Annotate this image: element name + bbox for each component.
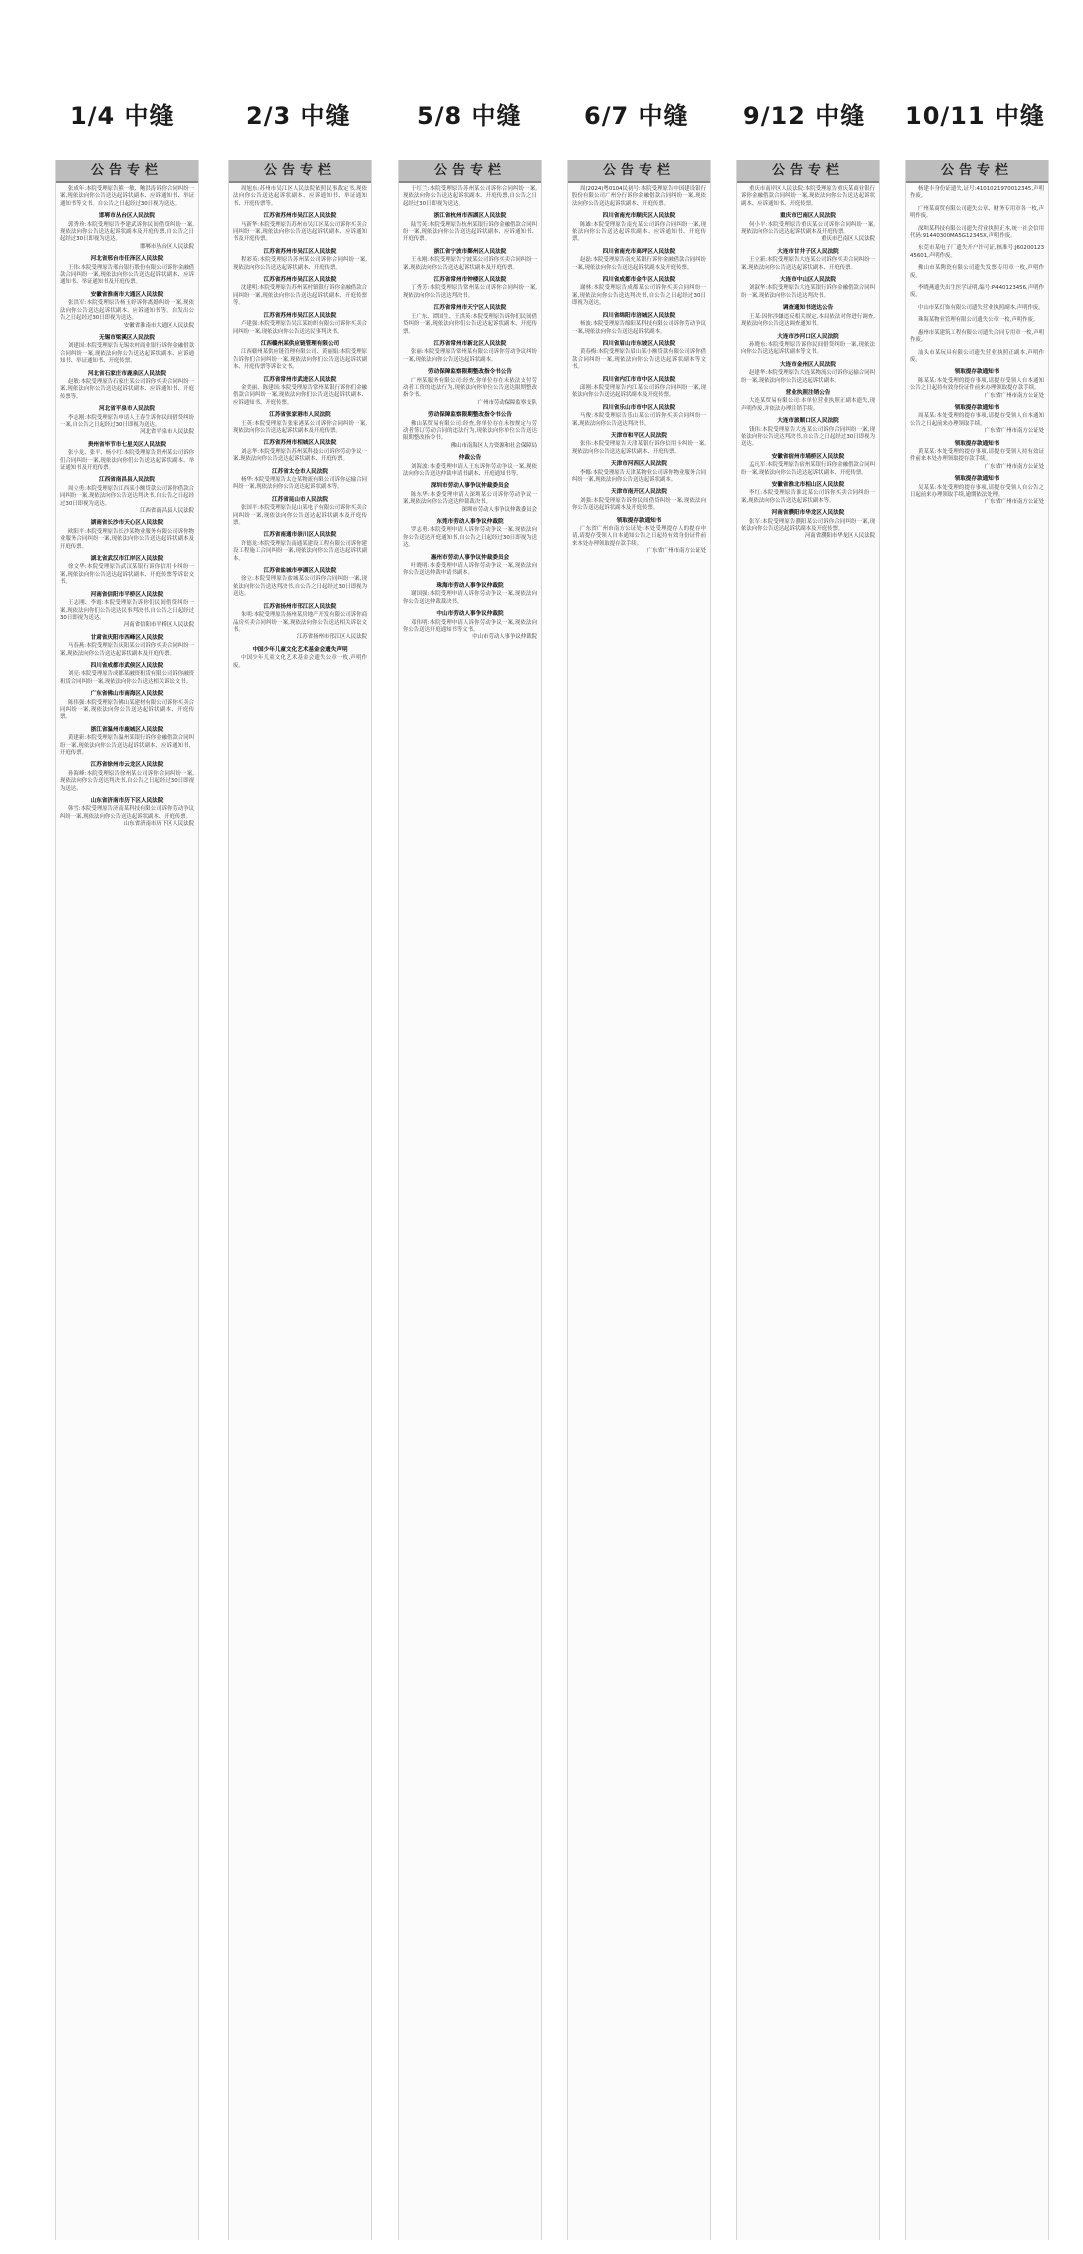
fold-label-6-7: 6/7 中缝 (584, 102, 689, 130)
notice-item (403, 483, 537, 514)
notice-title: 四川省内江市市中区人民法院 (602, 376, 676, 383)
column-header: 公告专栏 (906, 160, 1048, 183)
notice-title: 江苏省常州市钟楼区人民法院 (433, 277, 507, 284)
notice-column-6-7 (567, 160, 711, 2240)
notice-text: 杨建丰身份证遗失,证号:4101021970012345,声明作废。 (910, 186, 1044, 200)
notice-title: 江苏省太仓市人民法院 (272, 468, 328, 475)
notice-title: 大连市金州区人民法院 (780, 361, 836, 368)
notice-title: 江苏省张家港市人民法院 (269, 412, 331, 419)
notice-item (741, 277, 875, 300)
notice-title: 安徽省宿州市埇桥区人民法院 (771, 453, 845, 460)
notice-text: 广东省广州市南方公证处:本处受理提存人的提存申请,请提存受领人自本通知公告之日起持有效身份证件前来本处办理领取提存款手续。 (572, 526, 706, 547)
notice-item (910, 265, 1044, 280)
notice-text: 珠海某物业管理有限公司遗失公章一枚,声明作废。 (918, 317, 1039, 324)
notice-title: 四川省绵阳市涪城区人民法院 (602, 312, 676, 319)
column-header: 公告专栏 (399, 160, 541, 183)
notice-title: 湖南省长沙市天心区人民法院 (90, 520, 164, 527)
notice-item (403, 186, 537, 208)
notice-text: 王志刚、李霞:本院受理原告诉你们民间借贷纠纷一案,现依法向你们公告送达民事判决书,自公告之日起经过30日即视为送达。 (60, 600, 194, 621)
notice-title: 江西省南昌县人民法院 (99, 477, 155, 484)
notice-text: 佛山市某陶瓷有限公司遗失发票专用章一枚,声明作废。 (910, 265, 1044, 279)
notice-text: 周立勇:本院受理原告江西某小额贷款公司诉你借款合同纠纷一案,现依法向你公告送达判决书,自公告之日起经过30日即视为送达。 (60, 485, 194, 507)
notice-title: 劳动保障监察限期整改指令书公告 (428, 412, 512, 419)
column-body (568, 183, 710, 556)
notice-item (741, 482, 875, 505)
notice-text: 于红兰:本院受理原告苏州某公司诉你合同纠纷一案,现依法向你公告送达起诉状副本、开庭传票,自公告之日起经过30日即视为送达。 (403, 186, 537, 207)
notice-text: 李晓燕遗失出生医学证明,编号:P440123456,声明作废。 (910, 285, 1044, 299)
notice-item (572, 461, 706, 484)
notice-item (572, 433, 706, 456)
notice-item (403, 277, 537, 300)
notice-title: 天津市河西区人民法院 (611, 461, 667, 468)
notice-item (60, 663, 194, 686)
notice-item (403, 455, 537, 478)
notice-item (60, 371, 194, 402)
notice-item (910, 369, 1044, 400)
notice-item (60, 335, 194, 366)
notice-text: 孙晓东:本院受理原告诉你民间借贷纠纷一案,现依法向你公告送达起诉状副本等文书。 (741, 341, 875, 356)
notice-text: 王伟:本院受理原告邢台银行股份有限公司诉你金融借款合同纠纷一案,现依法向你公告送达起诉状副本、应诉通知书、举证通知书及开庭传票。 (60, 264, 194, 286)
notice-text: 谢林:本院受理原告成都某公司诉你买卖合同纠纷一案,现依法向你公告送达判决书,自公告之日起经过30日即视为送达。 (572, 285, 706, 307)
notice-item (233, 440, 367, 463)
notice-text: 刘海波:本委受理申请人王东诉你劳动争议一案,现依法向你公告送达仲裁申请书副本、开庭通知书等。 (403, 463, 537, 477)
notice-text: 陈东华:本委受理申请人深圳某公司诉你劳动争议一案,现依法向你公告送达仲裁裁决书。 (403, 491, 537, 506)
notice-title: 四川省南充市顺庆区人民法院 (602, 213, 676, 220)
notice-title: 中国少年儿童文化艺术基金会遗失声明 (252, 646, 348, 653)
notice-item (572, 213, 706, 244)
notice-title: 浙江省温州市鹿城区人民法院 (90, 726, 164, 733)
notice-item (233, 469, 367, 492)
notice-item (60, 762, 194, 793)
notice-title: 邯郸市丛台区人民法院 (99, 213, 155, 220)
notice-title: 江苏省常州市新北区人民法院 (433, 340, 507, 347)
notice-title: 贵州省毕节市七星关区人民法院 (87, 441, 167, 448)
notice-text: 陈雄:本院受理原告南充某公司诉你合同纠纷一案,现依法向你公告送达起诉状副本、应诉通知书、开庭传票。 (572, 221, 706, 243)
notice-text: 汕头市某玩具有限公司遗失营业执照正副本,声明作废。 (910, 349, 1044, 363)
notice-title: 河南省信阳市平桥区人民法院 (90, 591, 164, 598)
notice-text: 许德龙:本院受理原告南通某建设工程有限公司诉你建设工程施工合同纠纷一案,现依法向你公告送达起诉状副本。 (233, 540, 367, 562)
notice-title: 大连市中山区人民法院 (780, 277, 836, 284)
notice-title: 天津市南开区人民法院 (611, 489, 667, 496)
notice-text: 刘志华:本院受理原告苏州某科技公司诉你劳动争议一案,现依法向你公告送达起诉状副本、开庭传票。 (233, 448, 367, 463)
notice-title: 惠州市劳动人事争议仲裁委员会 (430, 554, 510, 561)
notice-text: 李志刚:本院受理原告申请人王春生诉你民间借贷纠纷一案,自公告之日起经过30日即视为送达。 (60, 414, 194, 428)
notice-title: 浙江省杭州市西湖区人民法院 (433, 213, 507, 220)
notice-title: 山东省济南市历下区人民法院 (90, 798, 164, 805)
notice-item (60, 442, 194, 473)
notice-item (60, 635, 194, 658)
notice-text: 刘建国:本院受理原告无锡农村商业银行诉你金融借款合同纠纷一案,现依法向你公告送达起诉状副本、应诉通知书、举证通知书、开庭传票。 (60, 343, 194, 365)
notice-item (60, 592, 194, 630)
notice-text: 周(2024)粤0104民初号:本院受理原告中国建设银行股份有限公司广州分行诉你金融借款合同纠纷一案,现依法向你公告送达起诉状副本、开庭传票。 (572, 186, 706, 207)
notice-text: 徐立:本院受理原告盐城某公司诉你合同纠纷一案,现依法向你公告送达判决书,自公告之日起经过30日即视为送达。 (233, 576, 367, 598)
notice-text: 谢国强:本院受理申请人诉你劳动争议一案,现依法向你公告送达仲裁裁决书。 (403, 591, 537, 605)
notice-signature: 广东省广州市南方公证处 (646, 548, 706, 555)
notice-item (403, 249, 537, 272)
notice-title: 江苏省苏州市吴江区人民法院 (263, 277, 337, 284)
notice-item (572, 489, 706, 512)
notice-signature: 江西省南昌县人民法院 (140, 508, 194, 515)
notice-item (233, 568, 367, 599)
notice-title: 营业执照注销公告 (785, 389, 831, 396)
notice-item (910, 317, 1044, 324)
notice-text: 王某:因你涉嫌违反相关规定,本局依法对你进行调查,现依法向你公告送达调查通知书。 (741, 313, 875, 328)
notice-title: 领取提存款通知书 (954, 404, 1000, 411)
notice-text: 陈某某:本处受理的提存事项,请提存受领人自本通知公告之日起持有效身份证件前来办理领取提存款手续。 (910, 377, 1044, 392)
notice-text: 张洪军:本院受理原告杨玉婷诉你离婚纠纷一案,现依法向你公告送达起诉状副本、应诉通知书等。自发出公告之日起经过30日即视为送达。 (60, 300, 194, 322)
notice-title: 安徽省淮北市相山区人民法院 (771, 482, 845, 488)
notice-text: 何小平:本院受理原告重庆某公司诉你合同纠纷一案,现依法向你公告送达起诉状副本及开庭传票。 (741, 221, 875, 236)
notice-title: 四川省眉山市东坡区人民法院 (602, 340, 676, 347)
notice-item (60, 727, 194, 758)
notice-title: 河北省平泉市人民法院 (99, 406, 155, 413)
notice-text: 刘亮:本院受理原告成都某融资租赁有限公司诉你融资租赁合同纠纷一案,现依法向你公告送达相关诉讼文书。 (60, 671, 194, 685)
notice-title: 劳动保障监察限期整改指令书公告 (428, 369, 512, 376)
notice-text: 张成年:本院受理原告熊一敏、鲍洪涛诉你合同纠纷一案,现依法向你公告送达起诉状副本、应诉通知书、举证通知书等文书。自公告之日起经过30日视为送达。 (60, 186, 194, 207)
notice-text: 韩雪:本院受理原告济南某科技有限公司诉你劳动争议纠纷一案,现依法向你公告送达起诉状副本、开庭传票。 (60, 806, 194, 820)
notice-title: 江苏省常州市武进区人民法院 (263, 376, 337, 383)
notice-title: 调查通知书送达公告 (782, 305, 834, 312)
notice-title: 四川省成都市武侯区人民法院 (90, 662, 164, 669)
notice-text: 欧阳平:本院受理原告长沙某物业服务有限公司诉你物业服务合同纠纷一案,现依法向你公告送达起诉状副本及开庭传票。 (60, 528, 194, 550)
notice-item (403, 341, 537, 364)
notice-item (233, 604, 367, 642)
notice-column-10-11 (905, 160, 1049, 2240)
notice-item (741, 305, 875, 328)
notice-title: 天津市和平区人民法院 (611, 432, 667, 439)
notice-item (60, 186, 194, 208)
notice-text: 刘淑华:本院受理原告大连某银行诉你金融借款合同纠纷一案,现依法向你公告送达判决书。 (741, 285, 875, 299)
notice-signature: 安徽省淮南市大通区人民法院 (123, 322, 194, 329)
notice-text: 周旭东:苏州市吴江区人民法院依照民事裁定书,现依法向你公告送达起诉状副本、应诉通知书、举证通知书、开庭传票等。 (233, 186, 367, 207)
notice-title: 江苏省扬州市邗江区人民法院 (263, 603, 337, 610)
notice-item (741, 249, 875, 272)
column-header: 公告专栏 (568, 160, 710, 183)
notice-text: 孙海峰:本院受理原告徐州某公司诉你合同纠纷一案,现依法向你公告送达判决书,自公告之日起经过30日即视为送达。 (60, 770, 194, 792)
notice-item (60, 292, 194, 330)
notice-item (572, 518, 706, 556)
notice-item (60, 556, 194, 587)
notice-signature: 广东省广州市南方公证处 (984, 428, 1044, 435)
notice-text: 金美丽、陈建国:本院受理原告常州某银行诉你们金融借款合同纠纷一案,现依法向你们公告送达起诉状副本、应诉通知书、开庭传票。 (233, 384, 367, 406)
notice-text: 赵建华:本院受理原告大连某物流公司诉你运输合同纠纷一案,现依法向你公告送达起诉状副本。 (741, 370, 875, 384)
notice-item (233, 277, 367, 308)
notice-title: 领取提存款通知书 (954, 369, 1000, 376)
notice-item (910, 305, 1044, 312)
notice-text: 杨波:本院受理原告绵阳某科技有限公司诉你劳动争议一案,现依法向你公告送达起诉状副本。 (572, 321, 706, 335)
notice-item (572, 277, 706, 308)
notice-column-5-8 (398, 160, 542, 2240)
notice-title: 四川省乐山市市中区人民法院 (602, 404, 676, 411)
notice-text: 程彩英:本院受理原告苏州某公司诉你合同纠纷一案,现依法向你公告送达起诉状副本、开庭传票。 (233, 257, 367, 271)
notice-title: 大连市甘井子区人民法院 (777, 248, 839, 255)
column-header: 公告专栏 (56, 160, 198, 183)
notice-item (233, 249, 367, 272)
notice-item (60, 477, 194, 515)
notice-text: 黄春梅:本院受理原告眉山某小额贷款有限公司诉你借款合同纠纷一案,现依法向你公告送达起诉状副本等文书。 (572, 349, 706, 371)
notice-signature: 广东省广州市南方公证处 (984, 392, 1044, 399)
notice-item (60, 798, 194, 829)
fold-label-9-12: 9/12 中缝 (743, 102, 866, 130)
notice-text: 刘强:本院受理原告诉你民间借贷纠纷一案,现依法向你公告送达起诉状副本及开庭传票。 (572, 497, 706, 512)
notice-text: 黄建新:本院受理原告温州某银行诉你金融借款合同纠纷一案,现依法向你公告送达起诉状副本、应诉通知书、开庭传票。 (60, 735, 194, 756)
notice-title: 领取提存款通知书 (954, 476, 1000, 483)
notice-item (233, 313, 367, 336)
notice-item (403, 555, 537, 578)
notice-title: 江苏省昆山市人民法院 (272, 496, 328, 503)
notice-text: 张国平:本院受理原告昆山某电子有限公司诉你买卖合同纠纷一案,现依法向你公告送达起诉状副本及开庭传票。 (233, 505, 367, 527)
notice-item (910, 206, 1044, 221)
notice-item (910, 476, 1044, 507)
notice-signature: 广州市劳动保障监察支队 (477, 399, 537, 406)
notice-item (910, 226, 1044, 241)
notice-text: 叶晓明:本委受理申请人诉你劳动争议一案,现依法向你公告送达仲裁申请书副本。 (403, 563, 537, 577)
notice-title: 珠海市劳动人事争议仲裁院 (436, 582, 504, 589)
notice-title: 河北省石家庄市鹿泉区人民法院 (87, 370, 167, 377)
notice-title: 中山市劳动人事争议仲裁院 (436, 611, 504, 618)
notice-item (60, 691, 194, 722)
notice-text: 大连某贸易有限公司:本单位营业执照正副本遗失,现声明作废,并依法办理注销手续。 (741, 398, 875, 412)
notice-text: 王英:本院受理原告张家港某公司诉你合同纠纷一案,现依法向你公告送达起诉状副本及开庭传票。 (233, 420, 367, 434)
notice-item (741, 362, 875, 385)
notice-text: 罗志勇:本院受理申请人诉你劳动争议一案,现依法向你公告送达开庭通知书,自公告之日起经过30日即视为送达。 (403, 527, 537, 549)
notice-item (910, 245, 1044, 260)
notice-title: 江苏省盐城市亭湖区人民法院 (263, 568, 337, 575)
fold-label-2-3: 2/3 中缝 (246, 102, 351, 130)
notice-title: 江苏省苏州市吴江区人民法院 (263, 213, 337, 220)
notice-signature: 中山市劳动人事争议仲裁院 (472, 634, 537, 641)
notice-text: 中国少年儿童文化艺术基金会遗失公章一枚,声明作废。 (233, 655, 367, 669)
fold-label-1-4: 1/4 中缝 (70, 102, 175, 130)
notice-title: 河北省邢台市任泽区人民法院 (90, 256, 164, 263)
notice-item (741, 418, 875, 449)
column-body (56, 183, 198, 829)
notice-title: 浙江省宁波市鄞州区人民法院 (433, 248, 507, 255)
notice-text: 张军:本院受理原告濮阳某公司诉你合同纠纷一案,现依法向你公告送达起诉状副本及开庭传票。 (741, 518, 875, 533)
notice-signature: 邯郸市丛台区人民法院 (140, 243, 194, 250)
notice-item (741, 213, 875, 244)
notice-item (233, 377, 367, 408)
notice-text: 王立新:本院受理原告大连某公司诉你买卖合同纠纷一案,现依法向你公告送达起诉状副本、开庭传票。 (741, 257, 875, 271)
notice-item (233, 213, 367, 244)
notice-text: 张丽:本院受理原告常州某有限公司诉你劳动争议纠纷一案,现依法向你公告送达起诉状副本。 (403, 349, 537, 363)
notice-item (60, 256, 194, 287)
notice-title: 仲裁公告 (458, 455, 482, 462)
notice-item (741, 510, 875, 541)
notice-text: 东莞市某电子厂遗失开户许可证,核准号:J6020012345601,声明作废。 (910, 245, 1044, 259)
notice-text: 吴某某:本处受理的提存事项,请提存受领人自公告之日起前来办理领取手续,逾期依法处理。 (910, 484, 1044, 498)
notice-item (741, 454, 875, 477)
notice-item (60, 520, 194, 551)
notice-title: 湖北省武汉市江岸区人民法院 (90, 556, 164, 563)
notice-text: 杨华:本院受理原告太仓某物流有限公司诉你运输合同纠纷一案,现依法向你公告送达起诉状副本等。 (233, 477, 367, 491)
notice-text: 徐文华:本院受理原告武汉某银行诉你信用卡纠纷一案,现依法向你公告送达起诉状副本、开庭传票等诉讼文书。 (60, 564, 194, 586)
notice-title: 四川省南充市高坪区人民法院 (602, 248, 676, 255)
notice-title: 领取提存款通知书 (616, 517, 662, 524)
notice-text: 张小龙、张平、杨小红:本院受理原告贵州某公司诉你们合同纠纷一案,现依法向你们公告送达起诉状副本、举证通知书及开庭传票。 (60, 450, 194, 471)
notice-item (741, 334, 875, 357)
notice-text: 赵敏:本院受理原告石家庄某公司诉你买卖合同纠纷一案,现依法向你公告送达起诉状副本、应诉通知书、开庭传票等。 (60, 378, 194, 400)
notice-title: 无锡市梁溪区人民法院 (99, 334, 155, 341)
column-body (737, 183, 879, 541)
notice-item (910, 186, 1044, 201)
notice-item (403, 611, 537, 642)
fold-label-10-11: 10/11 中缝 (905, 102, 1045, 130)
notice-signature: 山东省济南市历下区人民法院 (123, 821, 194, 828)
notice-title: 江苏省南通市崇川区人民法院 (263, 532, 337, 539)
notice-column-1-4 (55, 160, 199, 2240)
notice-item (403, 519, 537, 550)
notice-text: 广州某商贸有限公司遗失公章、财务专用章各一枚,声明作废。 (910, 205, 1044, 220)
notice-item (910, 285, 1044, 300)
notice-item (910, 330, 1044, 345)
notice-text: 李红:本院受理原告淮北某公司诉你买卖合同纠纷一案,现依法向你公告送达起诉状副本等。 (741, 490, 875, 504)
notice-item (403, 213, 537, 244)
notice-title: 大连市旅顺口区人民法院 (777, 418, 839, 425)
notice-text: 马新华:本院受理原告苏州市吴江区某公司诉你买卖合同纠纷一案,现依法向你公告送达起诉状副本、应诉通知书及开庭传票。 (233, 221, 367, 243)
notice-text: 卢建强:本院受理原告吴江某纺织有限公司诉你买卖合同纠纷一案,现依法向你公告送达民事判决书。 (233, 321, 367, 335)
notice-signature: 深圳市劳动人事争议仲裁委员会 (461, 506, 537, 513)
notice-title: 江苏省徐州市云龙区人民法院 (90, 762, 164, 769)
notice-text: 邓伟明:本院受理申请人诉你劳动争议一案,现依法向你公告送达开庭通知书等文书。 (403, 619, 537, 633)
notice-item (741, 390, 875, 413)
notice-text: 马俊:本院受理原告乐山某公司诉你买卖合同纠纷一案,现依法向你公告送达判决书。 (572, 413, 706, 427)
column-header: 公告专栏 (229, 160, 371, 183)
notice-text: 广州某服务有限公司:经查,你单位存在未依法支付劳动者工资的违法行为,现依法向你单位公告送达限期整改指令书。 (403, 377, 537, 399)
notice-item (403, 583, 537, 606)
notice-text: 张伟:本院受理原告天津某银行诉你信用卡纠纷一案,现依法向你公告送达起诉状副本、开庭传票。 (572, 441, 706, 455)
notice-column-9-12 (736, 160, 880, 2240)
notice-item (60, 406, 194, 437)
notice-item (233, 497, 367, 528)
notice-text: 惠州市某建筑工程有限公司遗失合同专用章一枚,声明作废。 (910, 329, 1044, 344)
notice-signature: 佛山市南海区人力资源和社会保障局 (450, 442, 537, 449)
notice-title: 江苏省常州市天宁区人民法院 (433, 305, 507, 312)
notice-text: 丁秀芳:本院受理原告常州某公司诉你合同纠纷一案,现依法向你公告送达判决书。 (403, 285, 537, 299)
notice-text: 周某某:本处受理的提存事项,请提存受领人自本通知公告之日起前来办理领取手续。 (910, 413, 1044, 427)
notice-item (233, 532, 367, 563)
column-header: 公告专栏 (737, 160, 879, 183)
notice-title: 四川省成都市金牛区人民法院 (602, 277, 676, 284)
notice-title: 河南省濮阳市华龙区人民法院 (771, 510, 845, 517)
notice-item (233, 186, 367, 208)
notice-item (233, 647, 367, 670)
notice-title: 大连市沙河口区人民法院 (777, 333, 839, 340)
notice-item (60, 213, 194, 251)
notice-item (403, 412, 537, 450)
notice-text: 邱刚:本院受理原告内江某公司诉你合同纠纷一案,现依法向你公告送达起诉状副本及开庭传票。 (572, 384, 706, 399)
notice-text: 沈建明:本院受理原告苏州某村镇银行诉你金融借款合同纠纷一案,现依法向你公告送达起诉状副本、开庭传票等。 (233, 285, 367, 307)
notice-signature: 河北省平泉市人民法院 (140, 429, 194, 436)
notice-text: 赵磊:本院受理原告南充某银行诉你金融借款合同纠纷一案,现依法向你公告送达起诉状副本及开庭传票。 (572, 257, 706, 271)
notice-title: 江苏省苏州市吴江区人民法院 (263, 248, 337, 255)
notice-text: 江西赣州某供应链管理有限公司、黄丽娟:本院受理原告诉你们合同纠纷一案,现依法向你们公告送达起诉状副本、开庭传票等诉讼文书。 (233, 349, 367, 371)
notice-text: 钱伟:本院受理原告大连某公司诉你合同纠纷一案,现依法向你公告送达判决书,自公告之日起经过30日即视为送达。 (741, 426, 875, 448)
notice-text: 朱明:本院受理原告扬州某房地产开发有限公司诉你商品房买卖合同纠纷一案,现依法向你公告送达相关诉讼文书。 (233, 612, 367, 633)
notice-text: 黄某某:本处受理的提存事项,请提存受领人持有效证件前来本处办理领取提存款手续。 (910, 448, 1044, 463)
notice-title: 重庆市巴南区人民法院 (780, 213, 836, 220)
notice-signature: 重庆市巴南区人民法院 (821, 236, 875, 243)
notice-title: 东莞市劳动人事争议仲裁院 (436, 519, 504, 526)
notice-title: 领取提存款通知书 (954, 440, 1000, 447)
notice-item (741, 186, 875, 208)
notice-title: 江西赣州某供应链管理有限公司 (260, 340, 340, 347)
notice-signature: 江苏省扬州市邗江区人民法院 (296, 634, 367, 641)
notice-title: 广东省佛山市南海区人民法院 (90, 691, 164, 698)
notice-text: 深圳某科技有限公司遗失营业执照正本,统一社会信用代码:91440300MA5G12345X,声明作废。 (910, 225, 1044, 240)
column-body (399, 183, 541, 642)
notice-title: 安徽省淮南市大通区人民法院 (90, 291, 164, 298)
notice-signature: 广东省广州市南方公证处 (984, 499, 1044, 506)
notice-item (233, 412, 367, 435)
notice-title: 深圳市劳动人事争议仲裁委员会 (430, 483, 510, 490)
notice-signature: 广东省广州市南方公证处 (984, 463, 1044, 470)
column-body (229, 183, 371, 670)
notice-title: 江苏省苏州市吴江区人民法院 (263, 312, 337, 319)
notice-text: 王广东、谭国生、王洪英:本院受理原告诉你们民间借贷纠纷一案,现依法向你们公告送达起诉状副本、开庭传票。 (403, 313, 537, 335)
notice-signature: 河南省濮阳市华龙区人民法院 (804, 533, 875, 540)
notice-item (572, 186, 706, 208)
notice-text: 郭秀珍:本院受理原告李建武诉你民间借贷纠纷一案,现依法向你公告送达起诉状副本及开庭传票,自公告之日起经过30日即视为送达。 (60, 221, 194, 243)
notice-text: 陈伟强:本院受理原告佛山某建材有限公司诉你买卖合同纠纷一案,现依法向你公告送达起诉状副本、开庭传票。 (60, 699, 194, 721)
fold-label-5-8: 5/8 中缝 (417, 102, 522, 130)
notice-text: 李娜:本院受理原告天津某物业公司诉你物业服务合同纠纷一案,现依法向你公告送达起诉状副本。 (572, 469, 706, 483)
notice-text: 王永刚:本院受理原告宁波某公司诉你买卖合同纠纷一案,现依法向你公告送达起诉状副本及开庭传票。 (403, 257, 537, 271)
notice-item (403, 369, 537, 407)
notice-item (233, 341, 367, 372)
notice-text: 重庆市南岸区人民法院:本院受理原告重庆某商业银行诉你金融借款合同纠纷一案,现依法向你公告送达起诉状副本、应诉通知书、开庭传票。 (741, 186, 875, 207)
notice-text: 佛山某贸易有限公司:经查,你单位存在未按规定与劳动者签订劳动合同的违法行为,现依法向你单位公告送达限期整改指令书。 (403, 420, 537, 442)
notice-title: 江苏省苏州市相城区人民法院 (263, 440, 337, 447)
notice-item (572, 377, 706, 400)
notice-item (572, 313, 706, 336)
notice-title: 甘肃省庆阳市西峰区人民法院 (90, 634, 164, 641)
notice-item (910, 350, 1044, 365)
notice-item (403, 305, 537, 336)
notice-text: 中山市某灯饰有限公司遗失营业执照副本,声明作废。 (918, 304, 1044, 311)
notice-item (910, 441, 1044, 472)
notice-text: 陆雪英:本院受理原告杭州某银行诉你金融借款合同纠纷一案,现依法向你公告送达起诉状副本、应诉通知书、开庭传票。 (403, 221, 537, 243)
notice-text: 马春燕:本院受理原告庆阳某公司诉你买卖合同纠纷一案,现依法向你公告送达起诉状副本及开庭传票。 (60, 643, 194, 657)
column-body (906, 183, 1048, 507)
notice-item (572, 405, 706, 428)
notice-item (572, 341, 706, 372)
notice-item (572, 249, 706, 272)
notice-text: 孟凡军:本院受理原告宿州某银行诉你金融借款合同纠纷一案,现依法向你公告送达起诉状副本、开庭传票。 (741, 462, 875, 476)
notice-item (910, 405, 1044, 436)
notice-column-2-3 (228, 160, 372, 2240)
notice-signature: 河南省信阳市平桥区人民法院 (123, 622, 194, 629)
